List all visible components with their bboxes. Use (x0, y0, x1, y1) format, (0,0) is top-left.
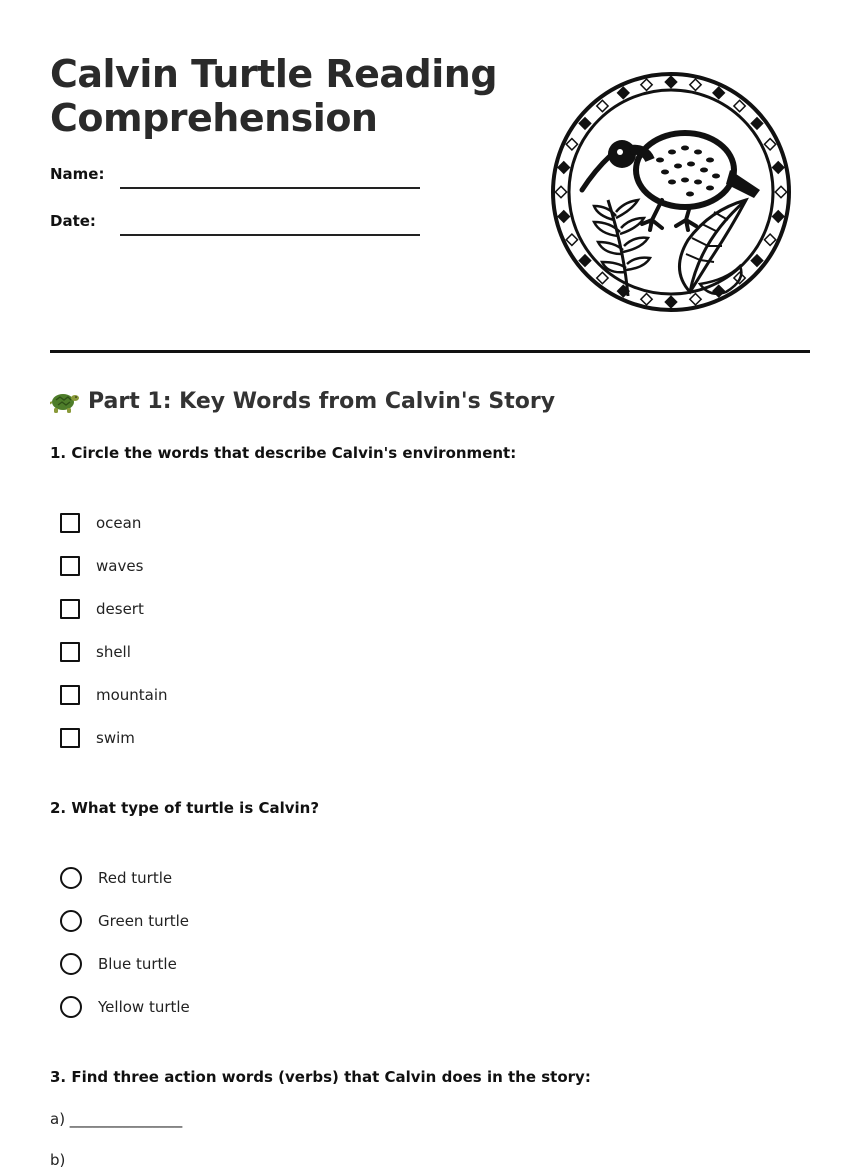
emblem-ring-mark (579, 118, 590, 129)
emblem-ring-mark (764, 234, 775, 245)
option-label: mountain (96, 686, 168, 704)
checkbox[interactable] (60, 728, 80, 748)
option-label: Green turtle (98, 912, 190, 930)
emblem-ring-mark (597, 100, 608, 111)
option-label: shell (96, 643, 131, 661)
checkbox[interactable] (60, 556, 80, 576)
emblem-ring-mark (665, 76, 676, 87)
emblem-ring-mark (764, 139, 775, 150)
answer-blank-a[interactable]: a) _______________ (50, 1110, 183, 1128)
turtle-icon (50, 388, 80, 414)
kiwi-bird-fern-emblem-icon (550, 70, 792, 314)
emblem-ring-mark (579, 255, 590, 266)
emblem-ring-mark (713, 285, 724, 296)
emblem-ring-mark (690, 79, 701, 90)
emblem-ring-mark (775, 186, 786, 197)
option-green-turtle[interactable] (60, 909, 189, 933)
name-field[interactable] (120, 187, 420, 189)
section-title: Part 1: Key Words from Calvin's Story (88, 388, 556, 414)
page-title: Calvin Turtle Reading Comprehension (50, 52, 498, 140)
checkbox[interactable] (60, 642, 80, 662)
emblem-ring-mark (690, 294, 701, 305)
checkbox[interactable] (60, 599, 80, 619)
question-3: 3. Find three action words (verbs) that Calvin does in the story: (50, 1068, 591, 1086)
checkbox[interactable] (60, 685, 80, 705)
radio-button[interactable] (60, 867, 82, 889)
emblem-ring-mark (641, 294, 652, 305)
option-label: Red turtle (98, 869, 173, 887)
option-label: ocean (96, 514, 142, 532)
emblem-ring-mark (734, 100, 745, 111)
option-label: Blue turtle (98, 955, 177, 973)
emblem-ring-mark (665, 296, 676, 307)
question-2: 2. What type of turtle is Calvin? (50, 799, 320, 817)
emblem-ring-mark (566, 139, 577, 150)
date-label: Date: (50, 212, 96, 230)
radio-button[interactable] (60, 996, 82, 1018)
option-blue-turtle[interactable] (60, 952, 177, 976)
option-waves[interactable] (60, 554, 143, 578)
name-label: Name: (50, 165, 105, 183)
section-divider (50, 350, 810, 353)
option-mountain[interactable] (60, 683, 168, 707)
option-label: waves (96, 557, 144, 575)
option-ocean[interactable] (60, 511, 141, 535)
date-field[interactable] (120, 234, 420, 236)
emblem-ring-mark (566, 234, 577, 245)
answer-blank-b[interactable]: b) (50, 1151, 66, 1169)
emblem-ring-mark (558, 211, 569, 222)
option-swim[interactable] (60, 726, 135, 750)
section-heading (50, 388, 555, 414)
option-label: Yellow turtle (98, 998, 190, 1016)
emblem-ring-mark (773, 162, 784, 173)
option-label: swim (96, 729, 135, 747)
option-label: desert (96, 600, 144, 618)
emblem-ring-mark (773, 211, 784, 222)
radio-button[interactable] (60, 910, 82, 932)
option-yellow-turtle[interactable] (60, 995, 190, 1019)
checkbox[interactable] (60, 513, 80, 533)
emblem-ring-mark (597, 272, 608, 283)
emblem-ring-mark (713, 87, 724, 98)
option-shell[interactable] (60, 640, 131, 664)
emblem-ring-mark (641, 79, 652, 90)
radio-button[interactable] (60, 953, 82, 975)
option-red-turtle[interactable] (60, 866, 172, 890)
option-desert[interactable] (60, 597, 144, 621)
emblem-ring-mark (751, 118, 762, 129)
emblem-ring-mark (618, 87, 629, 98)
emblem-ring-mark (751, 255, 762, 266)
emblem-ring-mark (555, 186, 566, 197)
emblem-ring-mark (558, 162, 569, 173)
question-1: 1. Circle the words that describe Calvin's environment: (50, 444, 517, 462)
